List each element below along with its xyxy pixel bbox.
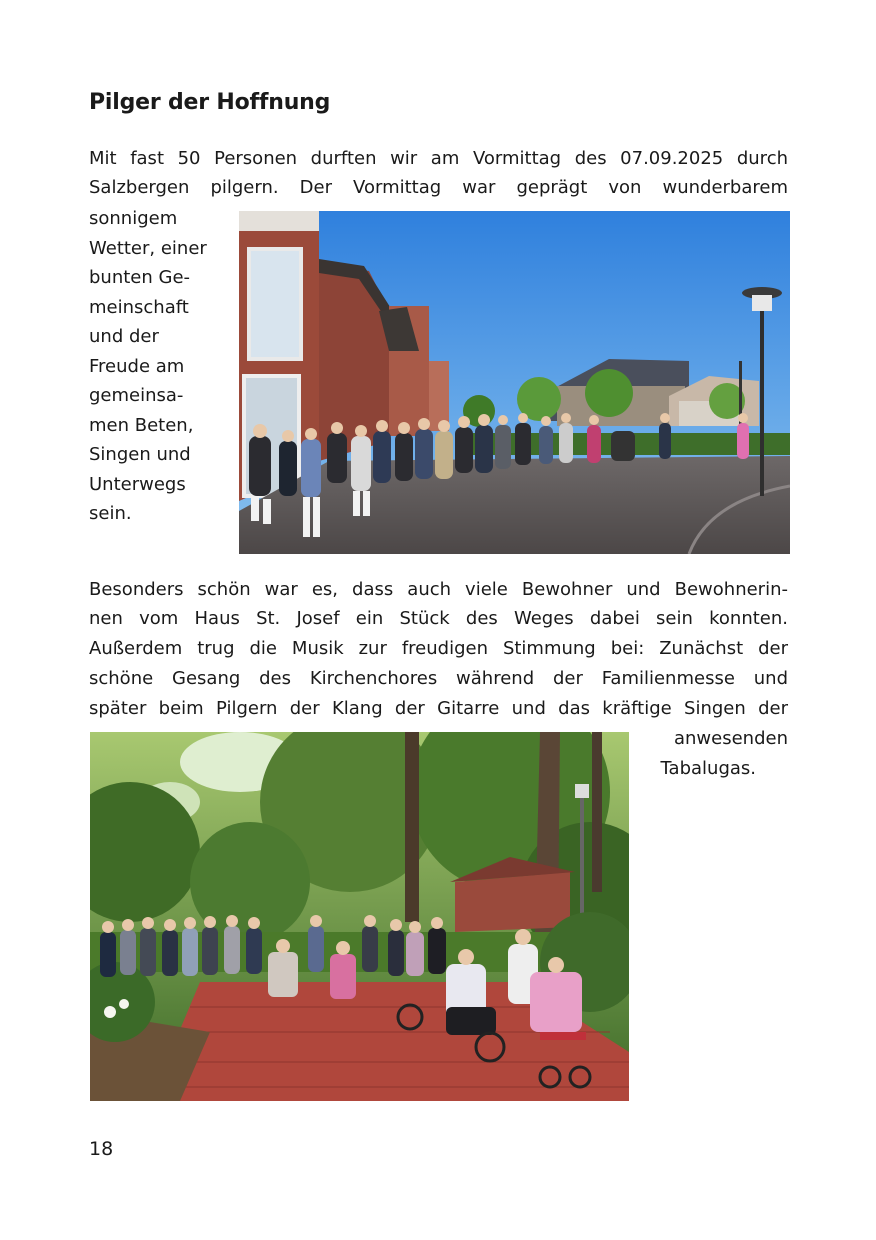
wrapped-line: und der [89, 326, 159, 347]
wrapped-line: meinschaft [89, 296, 189, 318]
wrapped-line: gemeinsa- [89, 385, 184, 406]
paragraph-2-line-3: Außerdem trug die Musik zur freudigen Stimmung bei: Zunächst der [89, 638, 788, 659]
wrapped-line: Singen und [89, 444, 191, 465]
wrapped-line: men Beten, [89, 414, 194, 436]
paragraph-2-line-5: später beim Pilgern der Klang der Gitarre und das kräftige Singen der [89, 698, 788, 719]
wrapped-line: Unterwegs [89, 473, 186, 495]
procession-street-photo [239, 211, 790, 554]
wrapped-line: sein. [89, 503, 132, 524]
paragraph-2-line-1: Besonders schön war es, dass auch viele Bewohner und Bewohnerin- [89, 579, 788, 600]
paragraph-1-line-2: Salzbergen pilgern. Der Vormittag war geprägt von wunderbarem [89, 177, 788, 198]
page-number: 18 [89, 1138, 114, 1160]
paragraph-2-wrapped-line-1: anwesenden [673, 728, 788, 749]
paragraph-1-line-1: Mit fast 50 Personen durften wir am Vormittag des 07.09.2025 durch [89, 148, 788, 169]
garden-group-photo [90, 732, 629, 1101]
wrapped-line: sonnigem [89, 208, 178, 229]
wrapped-line: bunten Ge- [89, 267, 191, 288]
paragraph-2-wrapped-line-2: Tabalugas. [660, 758, 756, 779]
paragraph-2-line-2: nen vom Haus St. Josef ein Stück des Weges dabei sein konnten. [89, 608, 788, 629]
page-title: Pilger der Hoffnung [89, 90, 331, 115]
paragraph-1-wrapped-text [89, 204, 229, 529]
wrapped-line: Freude am [89, 355, 185, 377]
wrapped-line: Wetter, einer [89, 237, 207, 259]
paragraph-2-line-4: schöne Gesang des Kirchenchores während der Familienmesse und [89, 668, 788, 689]
